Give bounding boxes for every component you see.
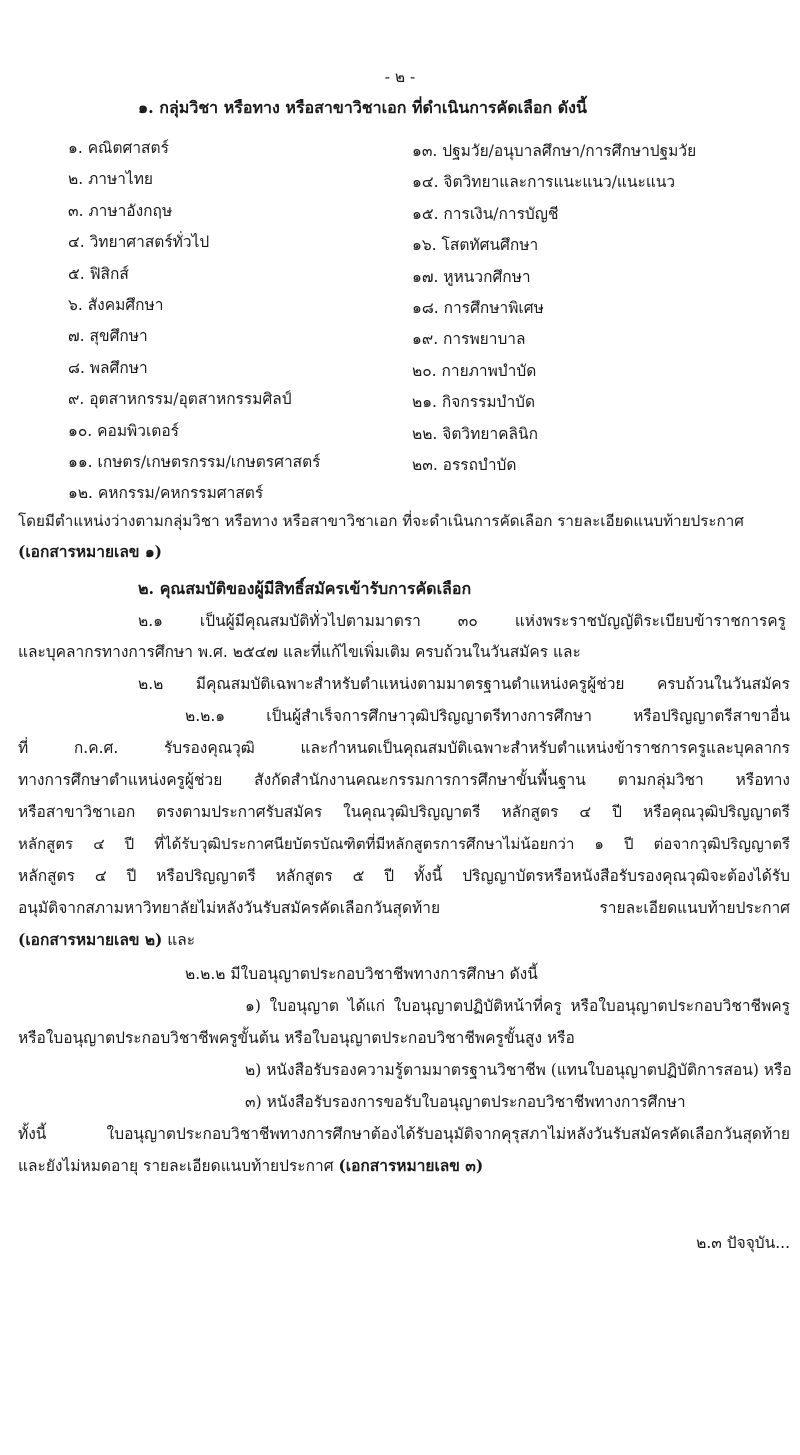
vacancy-note: โดยมีตำแหน่งว่างตามกลุ่มวิชา หรือทาง หรือสาขาวิชาเอก ที่จะดำเนินการคัดเลือก รายละเอียดแนบท้ายประกาศ <box>18 512 744 530</box>
clause-2-2-1-line-3: ทางการศึกษาตำแหน่งครูผู้ช่วย สังกัดสำนักงานคณะกรรมการการศึกษาขั้นพื้นฐาน ตามกลุ่มวิชา หรือทาง <box>18 771 790 789</box>
subject-item: ๑๘. การศึกษาพิเศษ <box>412 299 544 317</box>
subject-item: ๗. สุขศึกษา <box>68 327 148 346</box>
subject-item: ๑๙. การพยาบาล <box>412 330 526 349</box>
closing-line-2 <box>18 1155 483 1177</box>
subject-item: ๑๔. จิตวิทยาและการแนะแนว/แนะแนว <box>412 173 676 192</box>
subject-item: ๓. ภาษาอังกฤษ <box>68 201 173 220</box>
section-2-heading: ๒. คุณสมบัติของผู้มีสิทธิ์สมัครเข้ารับการคัดเลือก <box>138 579 472 598</box>
subject-item: ๑๒. คหกรรม/คหกรรมศาสตร์ <box>68 484 264 503</box>
page-number: - ๒ - <box>384 68 416 86</box>
subject-item: ๒๐. กายภาพบำบัด <box>412 361 537 380</box>
document-ref-1: (เอกสารหมายเลข ๑) <box>18 542 162 561</box>
subject-item: ๔. วิทยาศาสตร์ทั่วไป <box>68 233 210 252</box>
subject-item: ๑๓. ปฐมวัย/อนุบาลศึกษา/การศึกษาปฐมวัย <box>412 142 697 160</box>
subject-item: ๖. สังคมศึกษา <box>68 296 164 314</box>
subject-item: ๙. อุตสาหกรรม/อุตสาหกรรมศิลป์ <box>68 390 292 409</box>
clause-2-2-1-line-6: หลักสูตร ๔ ปี หรือปริญญาตรี หลักสูตร ๕ ปี ทั้งนี้ ปริญญาบัตรหรือหนังสือรับรองคุณวุฒิจะต้องได้รับ <box>18 867 790 885</box>
section-1-heading: ๑. กลุ่มวิชา หรือทาง หรือสาขาวิชาเอก ที่ดำเนินการคัดเลือก ดังนี้ <box>138 98 587 117</box>
license-item-2: ๒) หนังสือรับรองความรู้ตามมาตรฐานวิชาชีพ (แทนใบอนุญาตปฏิบัติการสอน) หรือ <box>245 1061 792 1079</box>
subject-item: ๑๗. หูหนวกศึกษา <box>412 267 531 286</box>
subject-item: ๑๕. การเงิน/การบัญชี <box>412 204 559 223</box>
clause-2-2-2: ๒.๒.๒ มีใบอนุญาตประกอบวิชาชีพทางการศึกษา ดังนี้ <box>185 965 538 983</box>
closing-line-1: ทั้งนี้ ใบอนุญาตประกอบวิชาชีพทางการศึกษาต้องได้รับอนุมัติจากคุรุสภาไม่หลังวันรับสมัครคัดเลือกวันสุดท้าย <box>18 1125 790 1143</box>
subject-item: ๒. ภาษาไทย <box>68 170 154 189</box>
subject-item: ๕. ฟิสิกส์ <box>68 264 129 283</box>
continuation-marker: ๒.๓ ปัจจุบัน... <box>696 1234 790 1252</box>
clause-2-1-line-2: และบุคลากรทางการศึกษา พ.ศ. ๒๕๔๗ และที่แก้ไขเพิ่มเติม ครบถ้วนในวันสมัคร และ <box>18 643 581 661</box>
document-ref-2-suffix: และ <box>162 931 196 949</box>
clause-2-2-1-line-2: ที่ ก.ค.ศ. รับรองคุณวุฒิ และกำหนดเป็นคุณสมบัติเฉพาะสำหรับตำแหน่งข้าราชการครูและบุคลากร <box>18 739 790 757</box>
document-ref-3: (เอกสารหมายเลข ๓) <box>338 1156 484 1175</box>
subject-item: ๑๑. เกษตร/เกษตรกรรม/เกษตรศาสตร์ <box>68 453 321 471</box>
subject-item: ๒๑. กิจกรรมบำบัด <box>412 393 536 412</box>
subject-item: ๑๐. คอมพิวเตอร์ <box>68 421 179 440</box>
subject-item: ๒๒. จิตวิทยาคลินิก <box>412 424 538 443</box>
clause-2-1-line-1: ๒.๑ เป็นผู้มีคุณสมบัติทั่วไปตามมาตรา ๓๐ แห่งพระราชบัญญัติระเบียบข้าราชการครู <box>138 612 786 630</box>
clause-2-2-1-line-5: หลักสูตร ๔ ปี ที่ได้รับวุฒิประกาศนียบัตรบัณฑิตที่มีหลักสูตรการศึกษาไม่น้อยกว่า ๑ ปี ต่อจากวุฒิปริญญาตรี <box>18 835 790 853</box>
license-item-1-line-2: หรือใบอนุญาตประกอบวิชาชีพครูขั้นต้น หรือใบอนุญาตประกอบวิชาชีพครูขั้นสูง หรือ <box>18 1029 575 1047</box>
subject-item: ๑๖. โสตทัศนศึกษา <box>412 236 539 255</box>
subject-item: ๘. พลศึกษา <box>68 358 148 377</box>
document-ref-2: (เอกสารหมายเลข ๒) <box>18 930 163 949</box>
clause-2-2-1-line-4: หรือสาขาวิชาเอก ตรงตามประกาศรับสมัคร ในคุณวุฒิปริญญาตรี หลักสูตร ๔ ปี หรือคุณวุฒิปริญญาตรี <box>18 803 790 821</box>
license-item-3: ๓) หนังสือรับรองการขอรับใบอนุญาตประกอบวิชาชีพทางการศึกษา <box>245 1093 686 1111</box>
subject-item: ๒๓. อรรถบำบัด <box>412 456 517 474</box>
closing-line-2-text: และยังไม่หมดอายุ รายละเอียดแนบท้ายประกาศ <box>18 1157 339 1175</box>
clause-2-2-1-line-1: ๒.๒.๑ เป็นผู้สำเร็จการศึกษาวุฒิปริญญาตรีทางการศึกษา หรือปริญญาตรีสาขาอื่น <box>185 707 790 725</box>
subject-item: ๑. คณิตศาสตร์ <box>68 139 169 157</box>
license-item-1-line-1: ๑) ใบอนุญาต ได้แก่ ใบอนุญาตปฏิบัติหน้าที่ครู หรือใบอนุญาตประกอบวิชาชีพครู <box>245 997 790 1015</box>
clause-2-2-1-line-8 <box>18 929 195 951</box>
clause-2-2: ๒.๒ มีคุณสมบัติเฉพาะสำหรับตำแหน่งตามมาตรฐานตำแหน่งครูผู้ช่วย ครบถ้วนในวันสมัคร <box>138 675 790 693</box>
clause-2-2-1-line-7: อนุมัติจากสภามหาวิทยาลัยไม่หลังวันรับสมัครคัดเลือกวันสุดท้าย รายละเอียดแนบท้ายประกาศ <box>18 899 790 917</box>
